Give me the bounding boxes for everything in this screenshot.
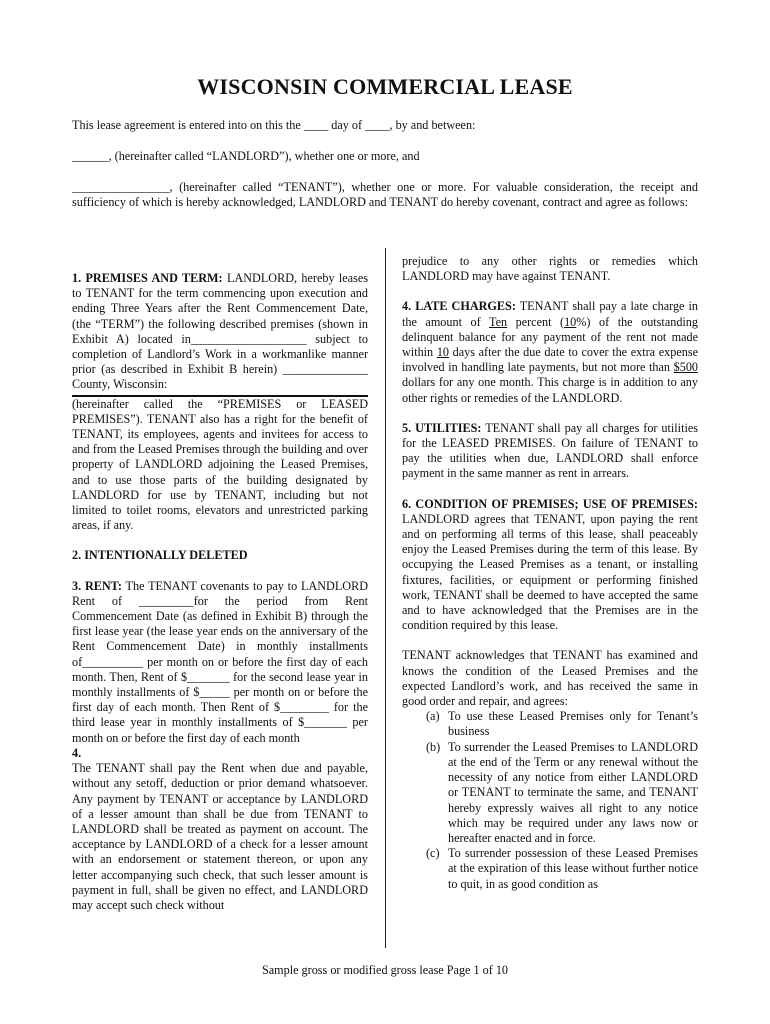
section-3-heading: 3. RENT: (72, 578, 122, 593)
section-1-continued: (hereinafter called the “PREMISES or LEASED PREMISES”). TENANT also has a right for the benefit of TENANT, its employees, agents and invitees for access to and from the Leased Premises through the building and over property of LANDLORD adjoining the Leased Premises, and to use those parts of the building designated by LANDLORD for use by TENANT, including but not limited to toilet rooms, elevators and unrestricted parking areas, if any. (72, 396, 368, 533)
right-column (402, 254, 698, 892)
section-6-text: LANDLORD agrees that TENANT, upon paying the rent and on performing all terms of this lease, shall peaceably enjoy the Leased Premises during the term of this lease. By occupying the Leased Premises as a tenant, or installing fixtures, facilities, or equipment or performing finished work, TENANT shall be deemed to have accepted the same and to have acknowledged that the Premises are in the condition required by this lease. (402, 511, 698, 633)
column-divider (385, 248, 386, 948)
section-4-heading: 4. LATE CHARGES: (402, 299, 516, 314)
late-charge-days: 10 (436, 345, 449, 360)
section-5-heading: 5. UTILITIES: (402, 420, 482, 435)
agreement-list (402, 709, 698, 891)
tenant-acknowledgement: TENANT acknowledges that TENANT has examined and knows the condition of the Leased Premises and the expected Landlord’s work, and has received the same in good order and repair, and agrees: (402, 648, 698, 709)
intro-line-2: ______, (hereinafter called “LANDLORD”), whether one or more, and (72, 149, 420, 163)
section-1-heading: 1. PREMISES AND TERM: (72, 271, 223, 285)
section-4-number: 4. (72, 745, 82, 760)
section-2 (72, 548, 368, 563)
list-item: (c) To surrender possession of these Leased Premises at the expiration of this lease without further notice to quit, in as good condition as (426, 846, 698, 891)
late-charge-percent: 10 (564, 314, 577, 329)
continued-paragraph: prejudice to any other rights or remedies which LANDLORD may have against TENANT. (402, 254, 698, 284)
section-5-utilities (402, 421, 698, 482)
section-3 (72, 579, 368, 746)
intro-line-1: This lease agreement is entered into on this the ____ day of ____, by and between: (72, 118, 476, 132)
document-title: WISCONSIN COMMERCIAL LEASE (197, 74, 573, 99)
section-1-text: LANDLORD, hereby leases to TENANT for the term commencing upon execution and ending Three Years after the Rent Commencement Date, (the “TERM”) the following described premises (shown in Exhibit A) located in___________________ subject to completion of Landlord’s Work in a workmanlike manner prior (as described in Exhibit B herein) ______________ County, Wisconsin: (72, 271, 368, 392)
late-charge-words: Ten (488, 314, 508, 329)
late-charge-max: $500 (673, 360, 698, 375)
list-item: (b) To surrender the Leased Premises to LANDLORD at the end of the Term or any renewal without the necessity of any notice from either LANDLORD or TENANT to terminate the same, and TENANT hereby expressly waives all right to any notice which may be required under any laws now or hereafter enacted and in force. (426, 739, 698, 845)
section-2-heading: 2. INTENTIONALLY DELETED (72, 548, 248, 563)
list-item: (a) To use these Leased Premises only for Tenant’s business (426, 709, 698, 739)
rent-payment-paragraph: The TENANT shall pay the Rent when due and payable, without any setoff, deduction or prior demand whatsoever. Any payment by TENANT or acceptance by LANDLORD of a lesser amount than shall be due from TENANT to LANDLORD shall be treated as payment on account. The acceptance by LANDLORD of a check for a lesser amount with an endorsement or statement thereon, or upon any letter accompanying such check, that such lesser amount is payment in full, shall be given no effect, and LANDLORD may accept such check without (72, 761, 368, 912)
section-6-heading: 6. CONDITION OF PREMISES; USE OF PREMISES: (402, 496, 698, 511)
section-3-text: The TENANT covenants to pay to LANDLORD Rent of _________for the period from Rent Commencement Date (as defined in Exhibit B) through the first lease year (the lease year ends on the anniversary of the Rent Commencement Date) in monthly installments of__________ per month on or before the first day of each month. Then, Rent of $_______ for the second lease year in monthly installments of $_____ per month on or before the first day of each month. Then Rent of $________ for the third lease year in monthly installments of $_______ per month on or before the first day of each month (72, 578, 368, 745)
section-5-text: TENANT shall pay all charges for utilities for the LEASED PREMISES. On failure of TENANT to pay the utilities when due, LANDLORD shall enforce payment in the same manner as rent in arrears. (402, 420, 698, 481)
section-1 (72, 271, 368, 393)
section-6-condition (402, 497, 698, 634)
left-column (72, 271, 368, 913)
intro-paragraph: ________________, (hereinafter called “TENANT”), whether one or more. For valuable consideration, the receipt and sufficiency of which is hereby acknowledged, LANDLORD and TENANT do hereby covenant, contract and agree as follows: (72, 180, 698, 210)
page-footer: Sample gross or modified gross lease Page 1 of 10 (261, 963, 509, 977)
section-4-late-charges: 4. LATE CHARGES: TENANT shall pay a late charge in the amount of Ten percent (10%) of the outstanding delinquent balance for any payment of the rent not made within 10 days after the due date to cover the extra expense involved in handling late payments, but not more than $500 dollars for any one month. This charge is in addition to any other rights or remedies of the LANDLORD. (402, 299, 698, 405)
